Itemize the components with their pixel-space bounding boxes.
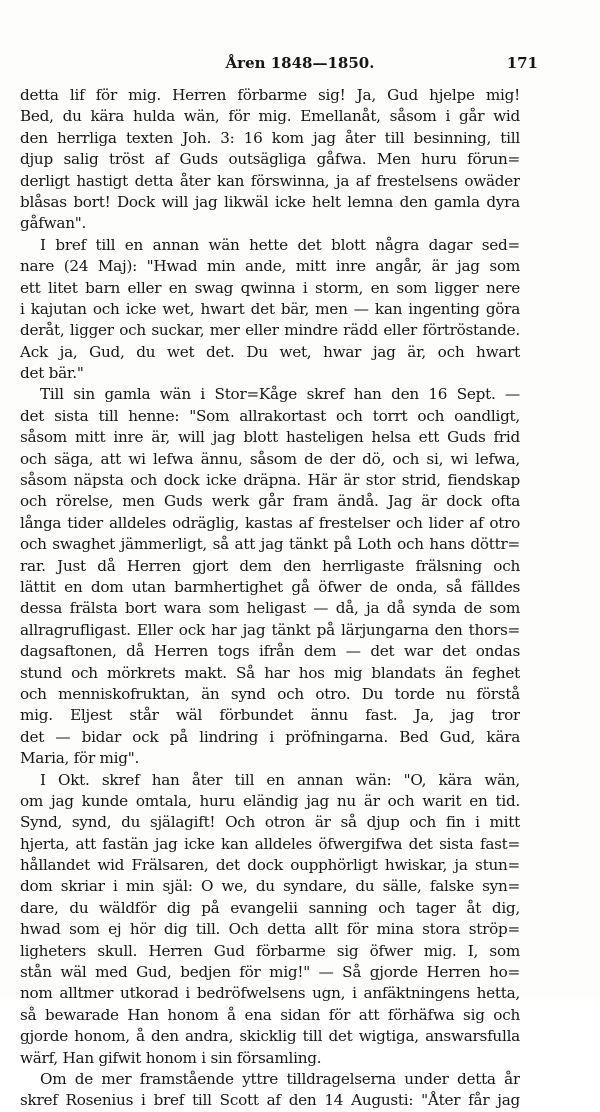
text-line: skref Rosenius i bref till Scott af den 14 Augusti: "Åter får jag bbox=[20, 1091, 520, 1110]
text-line: dare, du wäldför dig på evangelii sanning och tager åt dig, bbox=[20, 898, 520, 917]
text-line: hjerta, att fastän jag icke kan alldeles öfwergifwa det sista fast= bbox=[20, 834, 520, 853]
text-line: Ack ja, Gud, du wet det. Du wet, hwar jag är, och hwart bbox=[20, 342, 520, 361]
text-line: i kajutan och icke wet, hwart det bär, men — kan ingenting göra bbox=[20, 299, 520, 318]
text-line: Synd, synd, du själagift! Och otron är så djup och fin i mitt bbox=[20, 813, 520, 832]
text-line: ligheters skull. Herren Gud förbarme sig öfwer mig. I, som bbox=[20, 941, 520, 960]
text-line: dagsaftonen, då Herren togs ifrån dem — det war det ondas bbox=[20, 642, 520, 661]
text-line: och swaghet jämmerligt, så att jag tänkt på Loth och hans döttr= bbox=[20, 535, 520, 554]
text-line: ett litet barn eller en swag qwinna i storm, en som ligger nere bbox=[20, 278, 520, 297]
text-line: såsom mitt inre är, will jag blott hasteligen helsa ett Guds frid bbox=[20, 428, 520, 447]
page-number: 171 bbox=[506, 54, 538, 72]
chapter-title: Åren 1848—1850. bbox=[225, 54, 375, 72]
text-line: det — bidar ock på lindring i pröfningarna. Bed Gud, kära bbox=[20, 727, 520, 746]
text-line: I Okt. skref han åter till en annan wän: "O, kära wän, bbox=[40, 770, 520, 789]
text-line: detta lif för mig. Herren förbarme sig! Ja, Gud hjelpe mig! bbox=[20, 86, 520, 104]
text-line: Om de mer framstående yttre tilldragelserna under detta år bbox=[40, 1069, 520, 1088]
text-line: gjorde honom, å den andra, skicklig till det wigtiga, answarsfulla bbox=[20, 1027, 520, 1046]
text-line: såsom näpsta och dock icke dräpna. Här är stor strid, fiendskap bbox=[20, 471, 520, 490]
text-line: mig. Eljest står wäl förbundet ännu fast. Ja, jag tror bbox=[20, 706, 520, 725]
text-line: lättit en dom utan barmhertighet gå öfwer de onda, så fälldes bbox=[20, 577, 520, 596]
text-line: så bewarade Han honom å ena sidan för att förhäfwa sig och bbox=[20, 1005, 520, 1024]
text-line: derligt hastigt detta åter kan förswinna, ja af frestelsens owäder bbox=[20, 171, 520, 190]
text-line: och rörelse, men Guds werk går fram ändå. Jag är dock ofta bbox=[20, 492, 520, 511]
text-line: om jag kunde omtala, huru eländig jag nu är och warit en tid. bbox=[20, 791, 520, 810]
text-line: och säga, att wi lefwa ännu, såsom de der dö, och si, wi lefwa, bbox=[20, 449, 520, 468]
text-line: stund och mörkrets makt. Så har hos mig blandats än feghet bbox=[20, 663, 520, 682]
text-line: rar. Just då Herren gjort dem den herrligaste frälsning och bbox=[20, 556, 520, 575]
text-line: nare (24 Maj): "Hwad min ande, mitt inre angår, är jag som bbox=[20, 257, 520, 276]
text-line: gåfwan". bbox=[20, 214, 87, 233]
text-line: I bref till en annan wän hette det blott några dagar sed= bbox=[40, 235, 520, 254]
text-line: blåsas bort! Dock will jag likwäl icke helt lemna den gamla dyra bbox=[20, 192, 520, 211]
text-line: hållandet wid Frälsaren, det dock oupphörligt hwiskar, ja stun= bbox=[20, 856, 520, 875]
text-line: det sista till henne: "Som allrakortast och torrt och oandligt, bbox=[20, 406, 520, 425]
body-text bbox=[20, 85, 520, 1112]
text-line: dom skriar i min själ: O we, du syndare, du sälle, falske syn= bbox=[20, 877, 520, 896]
text-line: nom alltmer utkorad i bedröfwelsens ugn, i anfäktningens hetta, bbox=[20, 984, 520, 1003]
text-line: Maria, för mig". bbox=[20, 749, 140, 768]
text-line: deråt, ligger och suckar, mer eller mindre rädd eller förtröstande. bbox=[20, 321, 520, 340]
text-line: stån wäl med Gud, bedjen för mig!" — Så gjorde Herren ho= bbox=[20, 963, 520, 982]
text-line: hwad som ej hör dig till. Och detta allt för mina stora ströp= bbox=[20, 920, 520, 939]
text-line: långa tider alldeles odräglig, kastas af frestelser och lider af otro bbox=[20, 513, 520, 532]
running-header bbox=[30, 54, 570, 76]
text-line: och menniskofruktan, än synd och otro. Du torde nu förstå bbox=[20, 684, 520, 703]
text-line: Bed, du kära hulda wän, för mig. Emellanåt, såsom i går wid bbox=[20, 107, 520, 126]
text-line: Till sin gamla wän i Stor=Kåge skref han den 16 Sept. — bbox=[40, 385, 520, 404]
text-line: allragrufligast. Eller ock har jag tänkt på lärjungarna den thors= bbox=[20, 620, 520, 639]
text-line: wärf, Han gifwit honom i sin församling. bbox=[20, 1048, 322, 1067]
text-line: dessa frälsta bort wara som heligast — då, ja då synda de som bbox=[20, 599, 520, 618]
text-line: den herrliga texten Joh. 3: 16 kom jag åter till besinning, till bbox=[20, 128, 520, 147]
text-line: djup salig tröst af Guds outsägliga gåfwa. Men huru förun= bbox=[20, 150, 520, 169]
text-line: det bär." bbox=[20, 364, 84, 383]
